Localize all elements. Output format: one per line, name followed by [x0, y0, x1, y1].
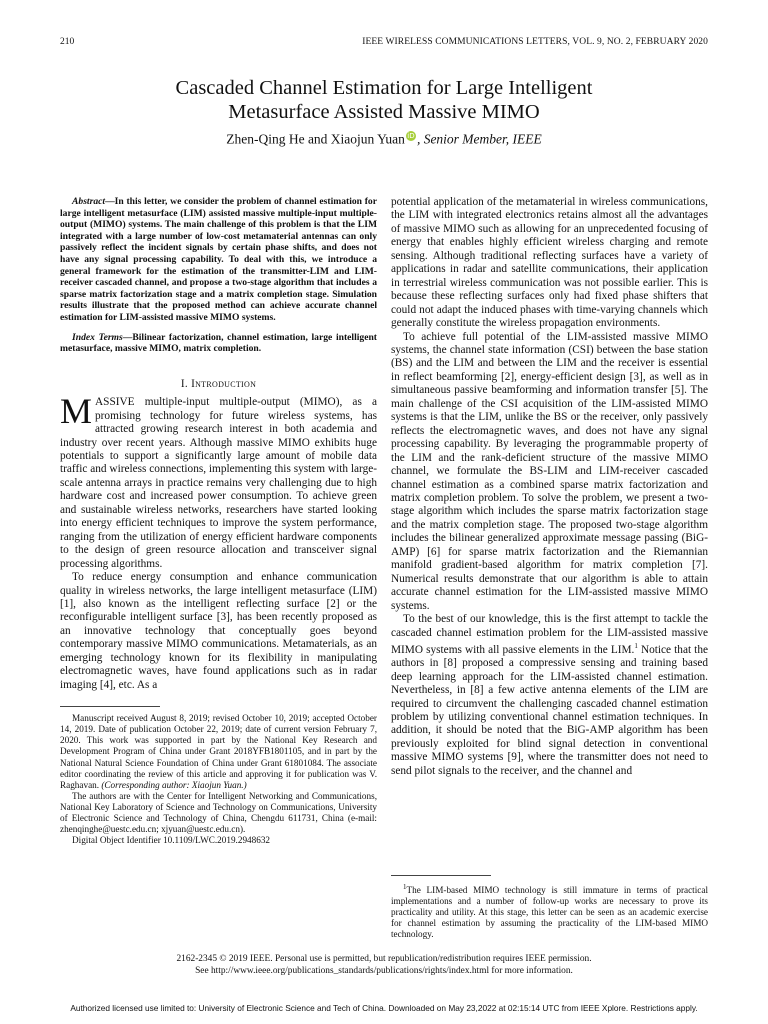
- page-number: 210: [60, 37, 75, 47]
- footnote-affiliation: The authors are with the Center for Intelligent Networking and Communications, National Key Laboratory of Science and Technology on Communications, University of Electronic Science and Technology of China, Chengdu 611731, China (e-mail: zhenqinghe@uestc.edu.cn; xjyuan@uestc.edu.cn).: [60, 790, 377, 835]
- intro-paragraph-1: MASSIVE multiple-input multiple-output (MIMO), as a promising technology for future wireless systems, has attracted growing research interest in both academia and industry over recent years. Although massive MIMO exhibits huge potentials to support a significantly large amount of mobile data traffic and wireless connections, implementing this system with large-scale antenna arrays in practice remains very challenging due to high hardware cost and increased power consumption. To achieve green and sustainable wireless networks, researchers have started looking into energy efficient techniques to improve the system performance, ranging from the utilization of energy efficient hardware components to the design of green resource allocation and transceiver signal processing algorithms.: [60, 391, 377, 570]
- footnote-1: $^1$The LIM-based MIMO technology is still immature in terms of practical implementations and a number of follow-up works are necessary to prove its practicality and utility. At this stage, this letter can be seen as an academic exercise for channel estimation by assuming the practicality of the LIM-based MIMO technology.: [391, 883, 708, 940]
- abstract-label: Abstract: [72, 196, 106, 207]
- abstract: [60, 196, 377, 324]
- footnote-doi: Digital Object Identifier 10.1109/LWC.2019.2948632: [72, 835, 271, 846]
- index-terms: [60, 332, 377, 355]
- license-notice: Authorized licensed use limited to: University of Electronic Science and Tech of China. Downloaded on May 23,2022 at 02:15:14 UTC from IEEE Xplore. Restrictions apply.: [70, 1003, 698, 1013]
- title-line-2: Metasurface Assisted Massive MIMO: [228, 101, 540, 123]
- section-number: I.: [180, 377, 188, 390]
- intro-paragraph-2-continued: potential application of the metamaterial in wireless communications, the LIM with integrated electronics retains almost all the advantages of massive MIMO such as allowing for an unprecedented focusing of energy that enables highly efficient wireless charging and remote sensing. Although traditional reflecting surfaces have a variety of applications in radar and satellite communications, their application in terrestrial wireless communication was not possible earlier. This is because these reflecting surfaces only had fixed phase shifters that could not adapt the induced phases with time-varying channels which generally constitute the wireless propagation environments.: [391, 196, 708, 330]
- author-role: , Senior Member, IEEE: [416, 131, 542, 147]
- section-title: Introduction: [191, 377, 257, 390]
- intro-paragraph-2: To reduce energy consumption and enhance communication quality in wireless networks, the large intelligent metasurface (LIM) [1], also known as the intelligent reflecting surface [2] or the reconfigurable intelligent surface [3], has been recently proposed as an innovative technology that conceptually goes beyond contemporary massive MIMO communications. Metamaterials, as an emerging technology known for its flexibility in manipulating electromagnetic waves, have found applications such as in radar imaging [4], etc. As a: [60, 571, 377, 691]
- paper-title: [0, 76, 768, 124]
- index-terms-text: —Bilinear factorization, channel estimation, large intelligent metasurface, massive MIMO, matrix completion.: [60, 331, 377, 355]
- author-line: [0, 131, 768, 148]
- right-column: [391, 196, 708, 940]
- abstract-text: —In this letter, we consider the problem of channel estimation for large intelligent metasurface (LIM) assisted massive multiple-input multiple-output (MIMO) systems. The main challenge of this problem is that the LIM integrated with a large number of low-cost metamaterial antennas can only passively reflect the incident signals by certain phase shifts, and does not have any signal processing capability. To deal with this, we introduce a general framework for the estimation of the transmitter-LIM and LIM-receiver cascaded channel, and propose a two-stage algorithm that includes a sparse matrix factorization stage and a matrix completion stage. Simulation results illustrate that the proposed method can achieve accurate channel estimation for LIM-assisted massive MIMO systems.: [60, 196, 377, 323]
- intro-paragraph-3: To achieve full potential of the LIM-assisted massive MIMO systems, the channel state information (CSI) between the base station (BS) and the LIM and between the LIM and the receiver is essential in reflect beamforming [2], energy-efficient design [3], as well as in simultaneous passive beamforming and information transfer [5]. The main challenge of the CSI acquisition of the LIM-assisted MIMO systems is that the LIM, unlike the BS or the receiver, only passively reflects the electromagnetic waves, and does not have any signal processing capability. By leveraging the programmable property of the LIM and the rank-deficient structure of the massive MIMO channel, we formulate the BS-LIM and LIM-receiver cascaded channel estimation as a combined sparse matrix factorization and matrix completion problem. To solve the problem, we present a two-stage algorithm which includes the sparse matrix factorization stage and the matrix completion stage. The proposed two-stage algorithm includes the bilinear generalized approximate message passing (BiG-AMP) [6] for sparse matrix factorization and the Riemannian manifold gradient-based algorithm for matrix completion [7]. Numerical results demonstrate that our algorithm is able to attain accurate channel estimation for the LIM-assisted massive MIMO systems.: [391, 330, 708, 612]
- footnote-ref-1[interactable]: 1: [634, 641, 638, 650]
- title-line-1: Cascaded Channel Estimation for Large Intelligent: [175, 77, 593, 99]
- journal-header: IEEE WIRELESS COMMUNICATIONS LETTERS, VOL. 9, NO. 2, FEBRUARY 2020: [362, 37, 708, 47]
- copyright-line-1: 2162-2345 © 2019 IEEE. Personal use is permitted, but republication/redistribution requires IEEE permission.: [176, 954, 592, 964]
- copyright-line-2[interactable]: See http://www.ieee.org/publications_standards/publications/rights/index.html for more information.: [195, 965, 573, 976]
- footnote-1-mark: 1: [403, 883, 407, 891]
- drop-cap: M: [60, 391, 93, 432]
- orcid-icon[interactable]: iD: [407, 132, 415, 140]
- intro-paragraph-4: To the best of our knowledge, this is the first attempt to tackle the cascaded channel estimation problem for the LIM-assisted massive MIMO systems with all passive elements in the LIM.$^1$ Notice that the authors in [8] proposed a compressive sensing and training based deep learning approach for the LIM-assisted channel estimation. Nevertheless, in [8] a few active antenna elements of the LIM are required to circumvent the challenging cascaded channel estimation problem by utilizing conventional channel estimation techniques. In addition, it should be noted that the BiG-AMP algorithm has been previously exploited for blind signal detection in conventional massive MIMO systems [9], where the transmitter does not need to send pilot signals to the receiver, and the channel and: [391, 613, 708, 777]
- footnote-divider: [60, 706, 160, 707]
- index-terms-label: Index Terms: [72, 331, 123, 343]
- footnote-manuscript: Manuscript received August 8, 2019; revised October 10, 2019; accepted October 14, 2019. Date of publication October 22, 2019; date of current version February 7, 2020. This work was supported in part by the National Key Research and Development Program of China under Grant 2018YFB1801105, and in part by the National Natural Science Foundation of China under Grant 61801084. The associate editor coordinating the review of this article and approving it for publication was V. Raghavan. (Corresponding author: Xiaojun Yuan.): [60, 713, 377, 790]
- copyright-notice: [0, 954, 768, 977]
- footnote-divider-right: [391, 875, 491, 876]
- left-column: [60, 196, 377, 846]
- section-heading-introduction: [60, 378, 377, 391]
- author-names: Zhen-Qing He and Xiaojun Yuan: [226, 131, 405, 147]
- right-footnote-block: [391, 861, 708, 941]
